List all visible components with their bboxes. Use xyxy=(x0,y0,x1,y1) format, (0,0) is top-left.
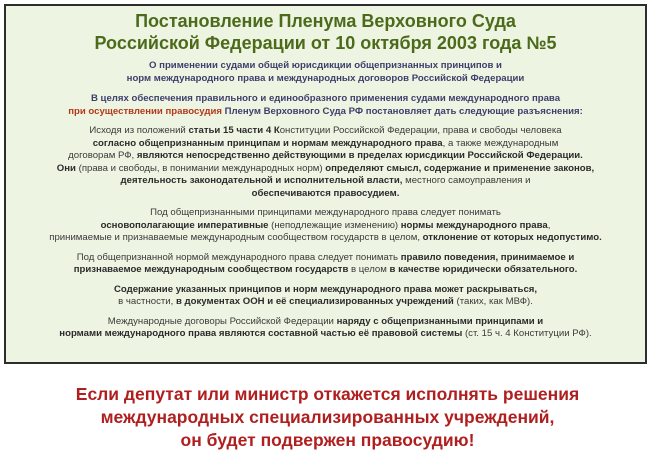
p1-bold-k: деятельность законодательной и исполнительной власти, xyxy=(120,175,403,186)
slogan-caption xyxy=(0,383,655,452)
resolution-body xyxy=(6,60,645,341)
resolution-title xyxy=(6,10,645,54)
paragraph-2 xyxy=(16,207,635,245)
p4-text-b: в частности, xyxy=(118,296,176,307)
p2-text-e: , xyxy=(547,219,551,231)
p1-text-i: (права и свободы, в понимании международных норм) xyxy=(75,162,326,174)
intro-line-2 xyxy=(16,106,635,119)
title-line-2: Российской Федерации от 10 октября 2003 года №5 xyxy=(94,33,557,53)
p1-bold-g: являются непосредственно действующими в пределах юрисдикции Российской Федерации. xyxy=(136,150,583,161)
p2-text-c: (неподлежащие изменению) xyxy=(268,219,401,231)
p1-bold-h: Они xyxy=(56,162,76,174)
p3-bold-c: признаваемое международным сообществом государств xyxy=(73,264,349,275)
p4-bold-c: в документах ООН и её специализированных учреждений xyxy=(175,296,454,307)
intro-highlight: при осуществлении правосудия xyxy=(68,105,222,117)
p1-text-f: договорам РФ, xyxy=(68,150,137,161)
p2-bold-g: отклонение от которых недопустимо. xyxy=(422,232,602,243)
resolution-subject xyxy=(16,60,635,85)
p3-text-d: в целом xyxy=(348,264,390,275)
p3-text-a: Под общепризнанной нормой международного права следует понимать xyxy=(76,251,401,263)
p5-text-d: (ст. 15 ч. 4 Конституции РФ). xyxy=(462,328,592,339)
p1-text-l: местного самоуправления и xyxy=(402,175,531,186)
p1-text-a: Исходя из положений xyxy=(89,125,189,136)
p1-bold-b: статьи 15 части 4 К xyxy=(188,125,280,136)
p2-text-f: принимаемые и признаваемые международным сообществом государств в целом, xyxy=(49,232,423,243)
p1-text-c: онституции Российской Федерации, права и свободы человека xyxy=(279,125,562,136)
paragraph-3 xyxy=(16,252,635,277)
slogan-line-2: международных специализированных учреждений, xyxy=(100,407,555,427)
p4-text-d: (таких, как МВФ). xyxy=(453,296,533,307)
subject-line-2: норм международного права и международных договоров Российской Федерации xyxy=(126,72,525,84)
p2-bold-d: нормы международного права xyxy=(400,219,548,231)
p1-bold-d: согласно общепризнанным принципам и нормам международного права xyxy=(92,137,443,149)
p5-text-a: Международные договоры Российской Федерации xyxy=(107,315,337,327)
p2-text-a: Под общепризнанными принципами международного права следует понимать xyxy=(150,207,501,218)
p4-bold-a: Содержание указанных принципов и норм международного права может раскрываться, xyxy=(113,283,538,295)
p1-bold-m: обеспечиваются правосудием. xyxy=(251,187,400,199)
p5-bold-c: нормами международного права являются составной частью её правовой системы xyxy=(59,328,463,339)
resolution-panel xyxy=(4,4,647,364)
paragraph-5 xyxy=(16,316,635,341)
p1-text-e: , а также международным xyxy=(442,137,559,149)
intro-line-1: В целях обеспечения правильного и единообразного применения судами международного права xyxy=(90,93,561,104)
intro-line-2-rest: Пленум Верховного Суда РФ постановляет дать следующие разъяснения: xyxy=(222,105,583,117)
p1-bold-j: определяют смысл, содержание и применение законов, xyxy=(325,162,595,174)
p3-bold-e: в качестве юридически обязательного. xyxy=(389,264,578,275)
paragraph-1 xyxy=(16,125,635,200)
slogan-line-3: он будет подвержен правосудию! xyxy=(180,430,475,450)
subject-line-1: О применении судами общей юрисдикции общепризнанных принципов и xyxy=(149,60,502,71)
paragraph-4 xyxy=(16,284,635,309)
resolution-intro xyxy=(16,93,635,118)
title-line-1: Постановление Пленума Верховного Суда xyxy=(135,11,516,31)
p3-bold-b: правило поведения, принимаемое и xyxy=(400,251,575,263)
slogan-line-1: Если депутат или министр откажется исполнять решения xyxy=(75,384,580,404)
p5-bold-b: наряду с общепризнанными принципами и xyxy=(336,315,544,327)
p2-bold-b: основополагающие императивные xyxy=(100,219,269,231)
